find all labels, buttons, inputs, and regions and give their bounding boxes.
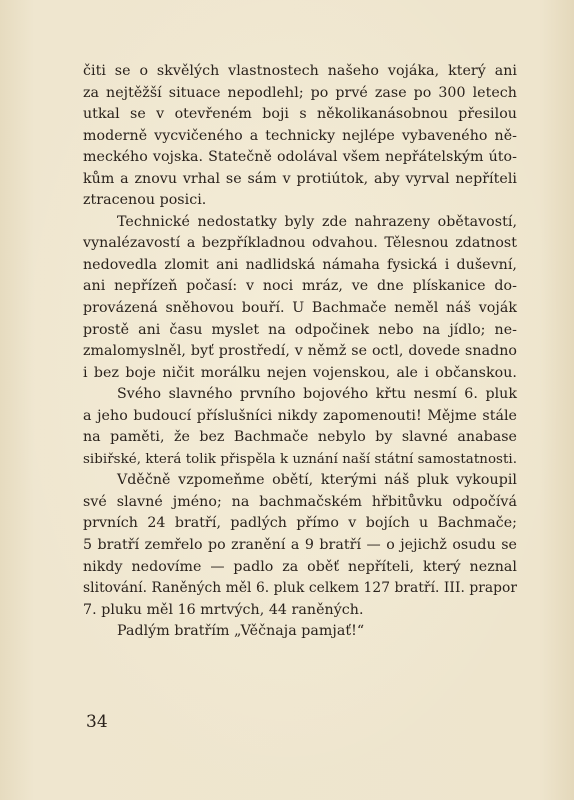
- text-line: nikdy nedovíme — padlo za oběť nepříteli, který neznal: [83, 558, 517, 575]
- text-line: moderně vycvičeného a technicky nejlépe vybaveného ně-: [83, 127, 517, 144]
- text-line: čiti se o skvělých vlastnostech našeho vojáka, který ani: [83, 63, 517, 79]
- text-line: Svého slavného prvního bojového křtu nesmí 6. pluk: [117, 386, 517, 403]
- text-line: své slavné jméno; na bachmačském hřbitůvku odpočívá: [83, 493, 517, 510]
- text-line: vynalézavostí a bezpříkladnou odvahou. Tělesnou zdatnost: [83, 235, 517, 252]
- text-line: slitování. Raněných měl 6. pluk celkem 127 bratří. III. prapor: [83, 580, 518, 597]
- text-line: prvních 24 bratří, padlých přímo v bojích u Bachmače;: [83, 515, 517, 532]
- text-line: ztracenou posici.: [83, 192, 207, 209]
- text-line: meckého vojska. Statečně odolával všem nepřátelským úto-: [83, 149, 517, 166]
- text-line: 7. pluku měl 16 mrtvých, 44 raněných.: [83, 601, 364, 618]
- text-line: zmalomyslněl, byť prostředí, v němž se octl, dovede snadno: [83, 343, 517, 360]
- text-line: Technické nedostatky byly zde nahrazeny obětavostí,: [117, 213, 517, 230]
- text-line: ani nepřízeň počasí: v noci mráz, ve dne plískanice do-: [83, 278, 517, 295]
- text-line: za nejtěžší situace nepodlehl; po prvé zase po 300 letech: [83, 84, 517, 101]
- text-line: Padlým bratřím „Věčnaja pamjať!“: [117, 623, 365, 640]
- text-line: sibiřské, která tolik přispěla k uznání naší státní samostatnosti.: [83, 451, 518, 467]
- text-line: utkal se v otevřeném boji s několikanásobnou přesilou: [83, 106, 517, 123]
- text-line: provázená sněhovou bouří. U Bachmače neměl náš voják: [83, 300, 517, 317]
- text-line: nedovedla zlomit ani nadlidská námaha fysická i duševní,: [83, 256, 517, 273]
- text-line: kům a znovu vrhal se sám v protiútok, aby vyrval nepříteli: [83, 170, 517, 187]
- body-text: [83, 61, 517, 643]
- text-line: na paměti, že bez Bachmače nebylo by slavné anabase: [83, 429, 517, 446]
- text-line: prostě ani času myslet na odpočinek nebo na jídlo; ne-: [83, 321, 517, 338]
- page-number: 34: [86, 712, 108, 732]
- text-line: a jeho budoucí příslušníci nikdy zapomenouti! Mějme stále: [83, 407, 517, 424]
- text-line: Vděčně vzpomeňme obětí, kterými náš pluk vykoupil: [117, 472, 517, 489]
- text-line: i bez boje ničit morálku nejen vojenskou, ale i občanskou.: [83, 364, 517, 381]
- text-line: 5 bratří zemřelo po zranění a 9 bratří — o jejichž osudu se: [83, 537, 517, 554]
